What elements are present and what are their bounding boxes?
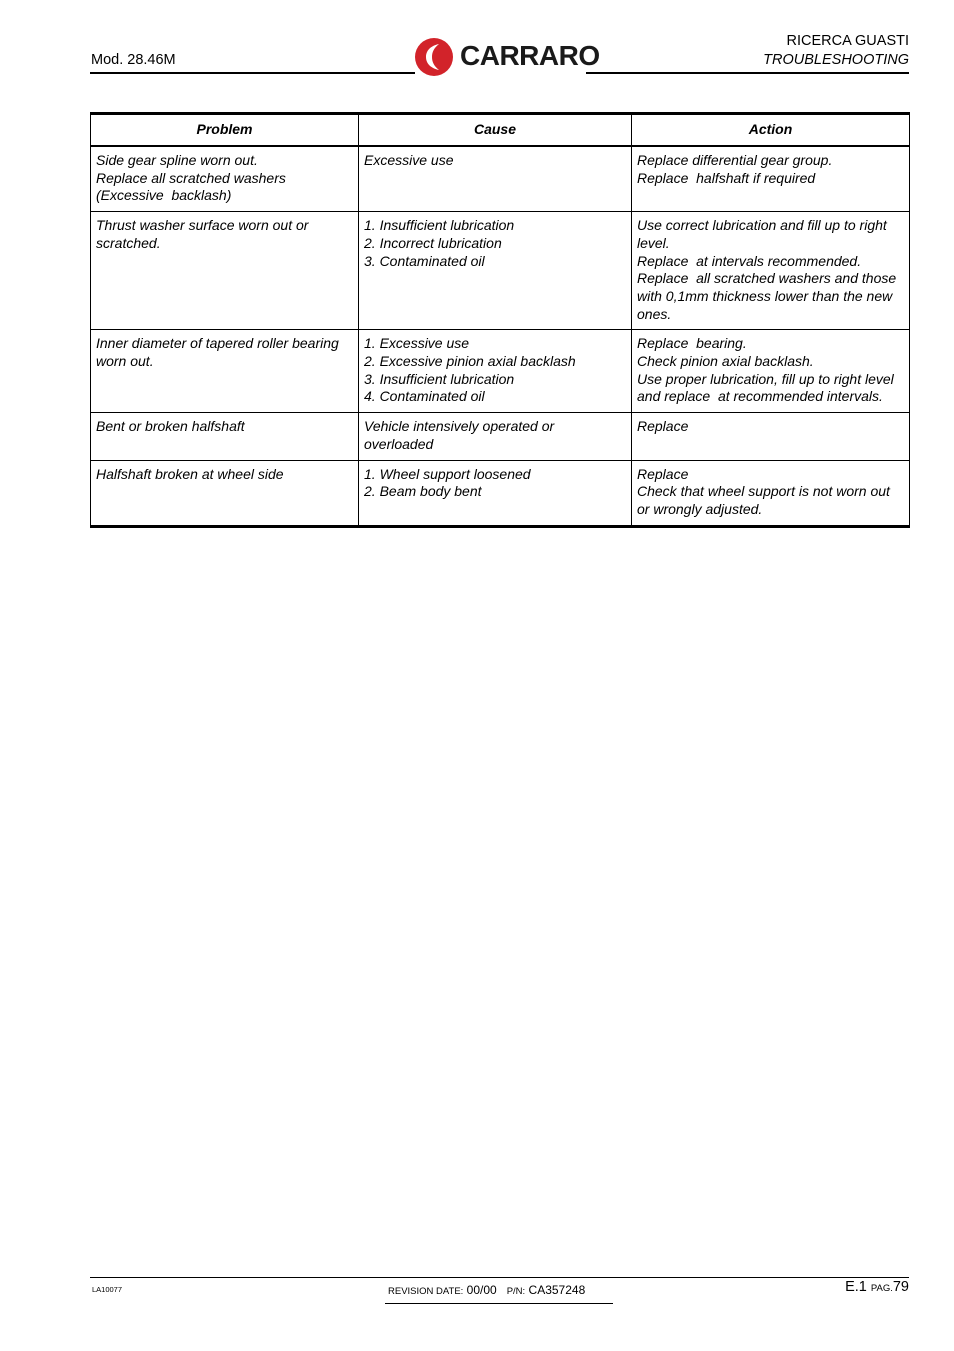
revision-underline <box>385 1303 613 1304</box>
section-title-en: TROUBLESHOOTING <box>763 52 909 68</box>
problem-cell <box>91 212 359 330</box>
action-line: Use proper lubrication, fill up to right level and replace at recommended intervals. <box>637 370 898 405</box>
problem-line: Thrust washer surface worn out or scratched. <box>96 217 313 251</box>
cause-line: 2. Excessive pinion axial backlash <box>364 353 576 370</box>
header-rule-right <box>586 72 909 74</box>
cause-cell <box>359 212 632 330</box>
revision-info <box>388 1283 585 1297</box>
document-code: LA10077 <box>92 1285 123 1294</box>
footer-rule <box>90 1277 909 1278</box>
cause-cell <box>359 330 632 413</box>
cause-cell <box>359 413 632 460</box>
cause-line: Vehicle intensively operated or overloaded <box>364 418 559 452</box>
logo-wordmark: CARRARO <box>460 40 600 71</box>
action-line: Replace differential gear group. <box>637 152 833 168</box>
cause-line: 1. Excessive use <box>364 335 470 352</box>
table-row <box>91 413 910 460</box>
table-row <box>91 212 910 330</box>
problem-cell <box>91 146 359 212</box>
problem-cell <box>91 460 359 526</box>
page-label: PAG. <box>870 1283 893 1294</box>
problem-line: Replace all scratched washers <box>96 169 286 186</box>
action-cell <box>632 460 910 526</box>
problem-line: Halfshaft broken at wheel side <box>96 465 284 482</box>
table-row <box>91 146 910 212</box>
part-number-label: P/N: <box>506 1286 526 1297</box>
revision-date-label: REVISION DATE: <box>388 1286 464 1297</box>
problem-cell <box>91 413 359 460</box>
table-row <box>91 460 910 526</box>
action-line: Replace all scratched washers and those with 0,1mm thickness lower than the new ones. <box>637 270 901 322</box>
action-line: Use correct lubrication and fill up to right level. <box>637 217 891 251</box>
troubleshooting-table <box>90 112 910 528</box>
action-line: Replace <box>637 418 689 435</box>
carraro-logo-icon <box>414 37 454 77</box>
section-number: E.1 <box>845 1279 867 1295</box>
revision-date-value: 00/00 <box>466 1283 497 1297</box>
action-line: Replace at intervals recommended. <box>637 252 862 269</box>
cause-line: 2. Incorrect lubrication <box>364 234 502 251</box>
table-row <box>91 330 910 413</box>
action-line: Replace <box>637 465 689 482</box>
page-number-block <box>845 1279 909 1295</box>
action-line: Replace halfshaft if required <box>637 169 816 186</box>
cause-line: Excessive use <box>364 152 454 168</box>
table-body <box>91 146 910 526</box>
model-label: Mod. 28.46M <box>91 52 176 68</box>
column-header-cause: Cause <box>359 114 632 147</box>
problem-line: (Excessive backlash) <box>96 187 232 204</box>
action-line: Check pinion axial backlash. <box>637 353 814 370</box>
action-cell <box>632 413 910 460</box>
header-rule-left <box>90 72 415 74</box>
cause-line: 1. Insufficient lubrication <box>364 217 515 234</box>
action-line: Check that wheel support is not worn out or wrongly adjusted. <box>637 483 894 517</box>
section-title-it: RICERCA GUASTI <box>786 33 909 49</box>
column-header-action: Action <box>632 114 910 147</box>
cause-line: 3. Contaminated oil <box>364 252 485 269</box>
action-line: Replace bearing. <box>637 335 747 352</box>
table-header-row <box>91 114 910 147</box>
problem-line: Side gear spline worn out. <box>96 152 258 168</box>
cause-cell <box>359 460 632 526</box>
problem-line: Bent or broken halfshaft <box>96 418 245 435</box>
cause-line: 1. Wheel support loosened <box>364 465 531 482</box>
cause-line: 2. Beam body bent <box>364 483 482 500</box>
column-header-problem: Problem <box>91 114 359 147</box>
action-cell <box>632 212 910 330</box>
cause-line: 4. Contaminated oil <box>364 388 485 405</box>
problem-cell <box>91 330 359 413</box>
part-number-value: CA357248 <box>528 1283 586 1297</box>
page-number: 79 <box>892 1279 909 1295</box>
action-cell <box>632 330 910 413</box>
carraro-logo <box>414 37 600 77</box>
cause-cell <box>359 146 632 212</box>
action-cell <box>632 146 910 212</box>
problem-line: Inner diameter of tapered roller bearing worn out. <box>96 335 343 370</box>
cause-line: 3. Insufficient lubrication <box>364 370 515 387</box>
